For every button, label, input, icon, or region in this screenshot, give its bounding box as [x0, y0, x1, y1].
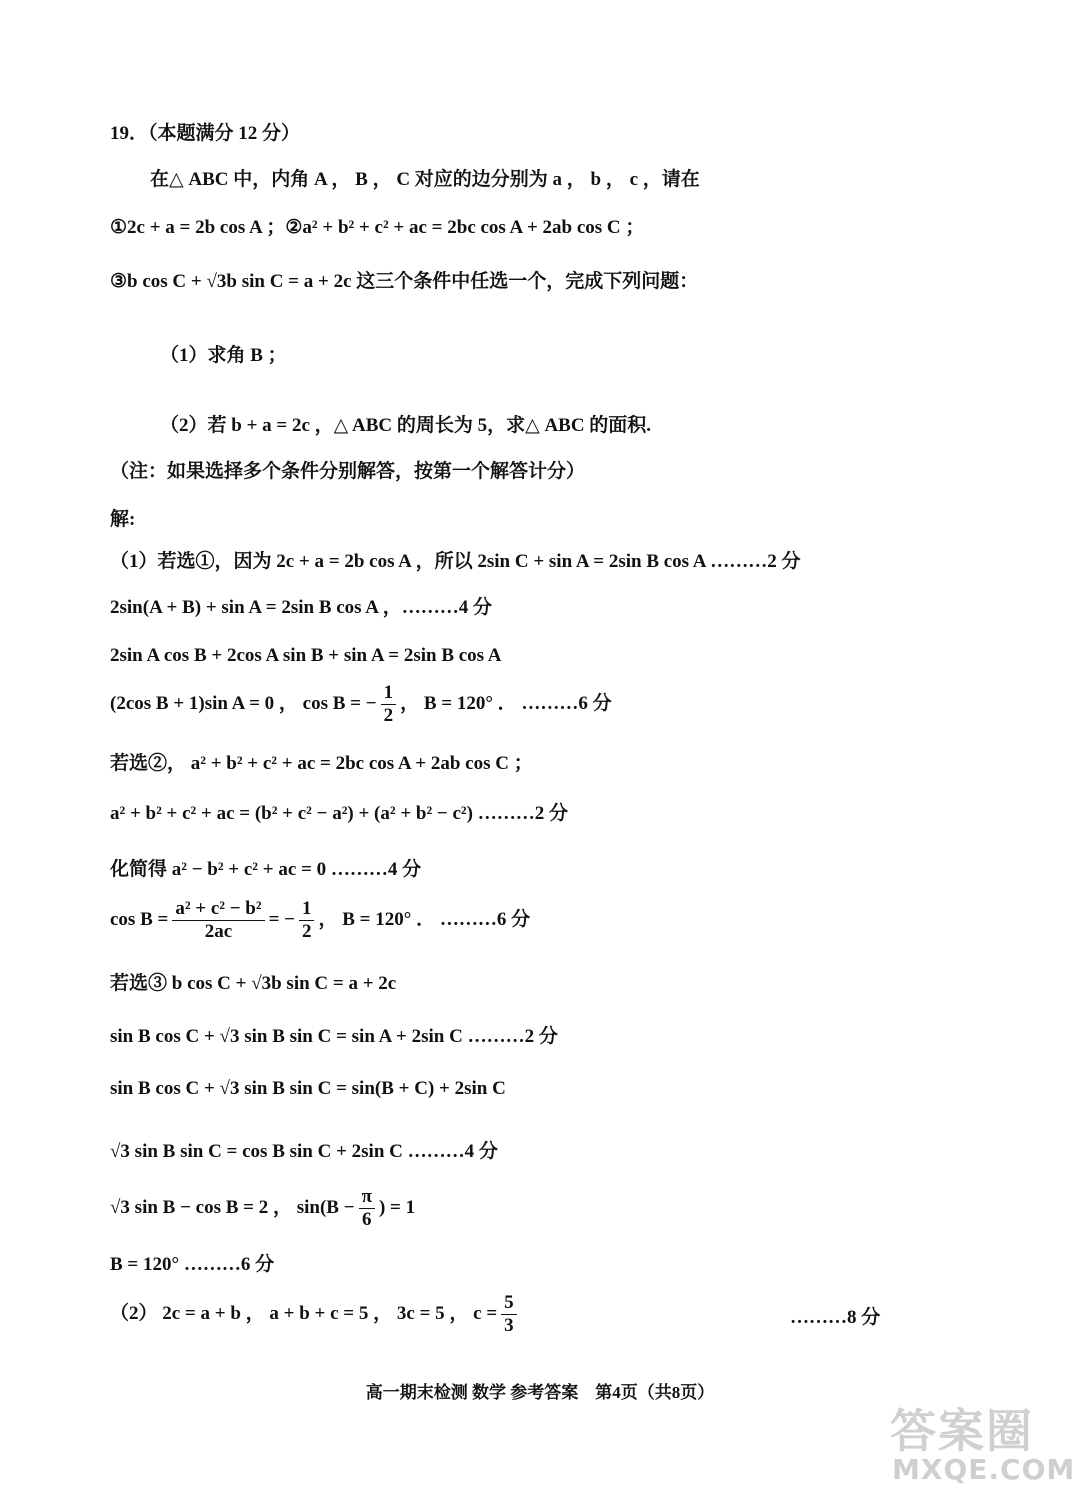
condition-1-2: ①2c + a = 2b cos A ；②a² + b² + c² + ac = 2bc cos A + 2ab cos C ； — [110, 217, 645, 238]
solution-line-13-suffix: ) = 1 — [378, 1197, 416, 1218]
solution-line-14: B = 120° ………6 分 — [110, 1254, 275, 1275]
solution-line-13 — [110, 1184, 415, 1232]
solution-line-7: 化简得 a² − b² + c² + ac = 0 ………4 分 — [110, 859, 422, 880]
page-footer: 高一期末检测 数学 参考答案 第4页（共8页） — [365, 1383, 715, 1402]
fraction-denominator: 2ac — [204, 921, 233, 943]
watermark-en-text: MXQE.COM — [892, 1453, 1076, 1486]
solution-label: 解: — [110, 509, 136, 530]
solution-line-13-prefix: √3 sin B − cos B = 2 ， sin(B − — [110, 1197, 355, 1218]
solution-line-4 — [110, 680, 612, 728]
solution-line-8 — [110, 896, 530, 944]
condition-3: ③b cos C + √3b sin C = a + 2c 这三个条件中任选一个，完成下列问题： — [110, 271, 699, 292]
solution-line-12: √3 sin B sin C = cos B sin C + 2sin C ………4 分 — [110, 1141, 498, 1162]
fraction-numerator: π — [359, 1186, 375, 1209]
fraction-cosine-law — [172, 898, 264, 943]
solution-line-4-suffix: ， B = 120° ． ………6 分 — [400, 693, 612, 714]
solution-line-9: 若选③ b cos C + √3b sin C = a + 2c — [110, 973, 397, 994]
solution-line-6: a² + b² + c² + ac = (b² + c² − a²) + (a² + b² − c²) ………2 分 — [110, 803, 568, 824]
question-2: （2）若 b + a = 2c ，△ ABC 的周长为 5，求△ ABC 的面积. — [160, 415, 652, 436]
watermark-logo — [882, 1395, 1076, 1491]
solution-line-2: 2sin(A + B) + sin A = 2sin B cos A ，………4 分 — [110, 597, 492, 618]
fraction-numerator: 1 — [299, 898, 315, 921]
problem-stem: 在△ ABC 中，内角 A ， B ， C 对应的边分别为 a ， b ， c ，请在 — [150, 169, 700, 190]
question-1: （1）求角 B ； — [160, 345, 287, 366]
fraction-pi-over-six — [359, 1186, 375, 1231]
fraction-one-half — [299, 898, 315, 943]
fraction-denominator: 3 — [504, 1315, 514, 1337]
solution-line-4-prefix: (2cos B + 1)sin A = 0 ， cos B = − — [110, 693, 377, 714]
note: （注：如果选择多个条件分别解答，按第一个解答计分） — [110, 461, 586, 482]
watermark-cn-text: 答案圈 — [890, 1404, 1034, 1458]
solution-line-15-prefix: （2） 2c = a + b ， a + b + c = 5 ， 3c = 5 ， c = — [110, 1303, 498, 1324]
fraction-denominator: 2 — [383, 705, 394, 727]
solution-line-8-middle: = − — [268, 909, 295, 930]
solution-line-5: 若选②， a² + b² + c² + ac = 2bc cos A + 2ab cos C ； — [110, 753, 533, 774]
fraction-five-thirds — [501, 1292, 517, 1337]
solution-line-1: （1）若选①，因为 2c + a = 2b cos A ，所以 2sin C + sin A = 2sin B cos A ………2 分 — [110, 551, 801, 572]
solution-line-15 — [110, 1290, 521, 1338]
fraction-denominator: 6 — [362, 1209, 372, 1231]
fraction-numerator: 5 — [501, 1292, 517, 1315]
fraction-numerator: 1 — [381, 682, 397, 705]
solution-line-10: sin B cos C + √3 sin B sin C = sin A + 2sin C ………2 分 — [110, 1026, 558, 1047]
fraction-one-half — [381, 682, 397, 727]
solution-line-8-prefix: cos B = — [110, 909, 169, 930]
solution-line-8-suffix: ， B = 120° ． ………6 分 — [318, 909, 531, 930]
problem-header: 19．（本题满分 12 分） — [110, 123, 301, 144]
fraction-numerator: a² + c² − b² — [172, 898, 264, 921]
solution-line-11: sin B cos C + √3 sin B sin C = sin(B + C) + 2sin C — [110, 1078, 506, 1099]
solution-line-15-score: ………8 分 — [790, 1307, 881, 1328]
fraction-denominator: 2 — [301, 921, 312, 943]
solution-line-3: 2sin A cos B + 2cos A sin B + sin A = 2sin B cos A — [110, 645, 502, 666]
